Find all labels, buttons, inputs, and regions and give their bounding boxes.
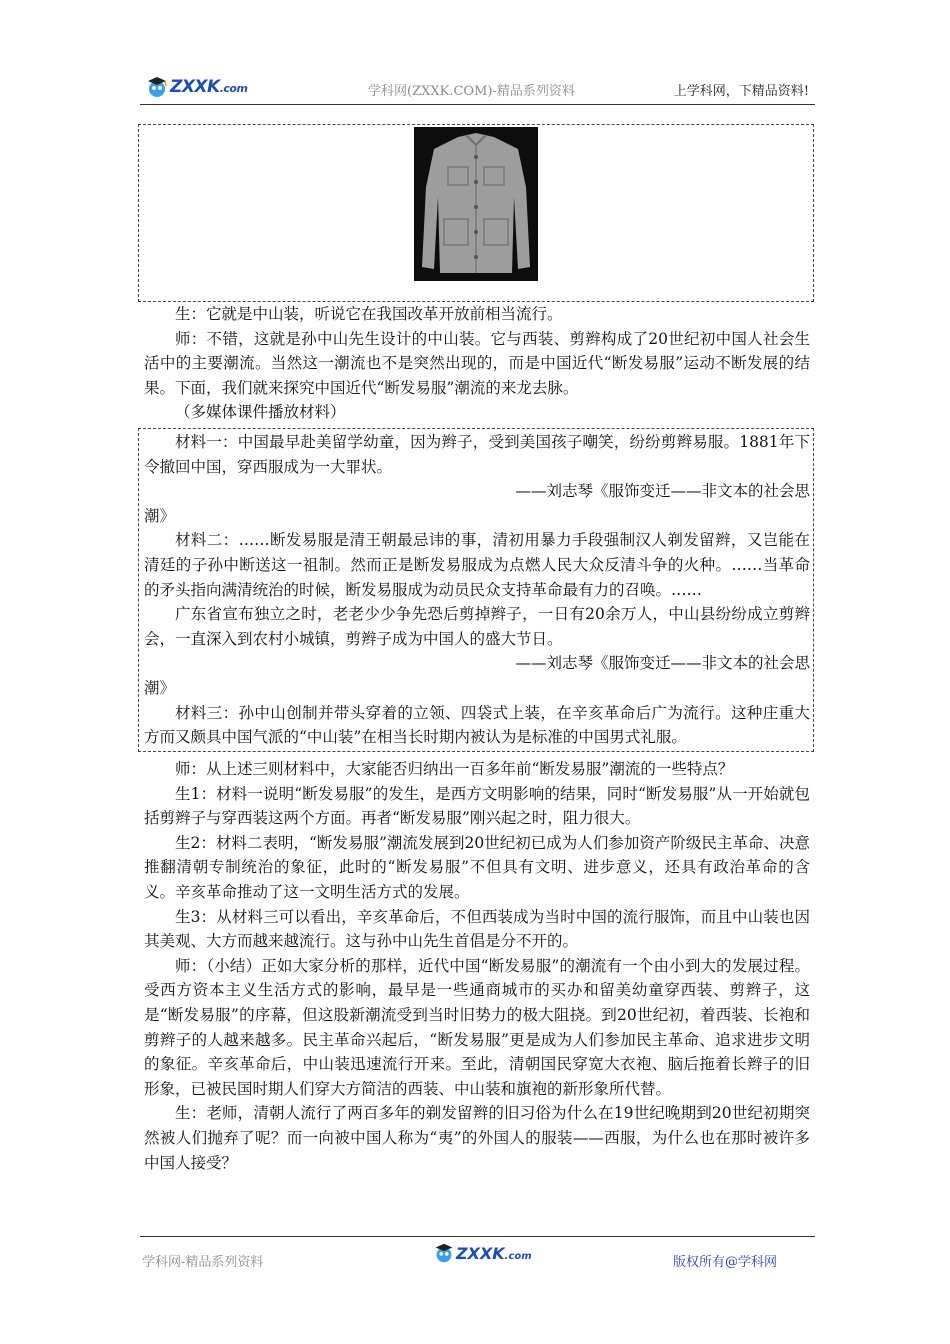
intro-text [144, 302, 810, 425]
material-three: 材料三：孙中山创制并带头穿着的立领、四袋式上装，在辛亥革命后广为流行。这种庄重大方而又颇具中国气派的“中山装”在相当长时期内被认为是标准的中国男式礼服。 [144, 703, 810, 747]
zhongshan-suit-photo [414, 127, 538, 281]
logo-text: ZXXK.com [170, 77, 248, 97]
student-one-answer: 生1：材料一说明“断发易服”的发生，是西方文明影响的结果，同时“断发易服”从一开始就包括剪辫子与穿西装这两个方面。再者“断发易服”刚兴起之时，阻力很大。 [144, 784, 810, 828]
page-footer [140, 1236, 815, 1277]
source-one-line: ——刘志琴《服饰变迁——非文本的社会思 [515, 482, 810, 501]
source-one-end: 潮》 [144, 506, 176, 525]
teacher-summary: 师：（小结）正如大家分析的那样，近代中国“断发易服”的潮流有一个由小到大的发展过程。受西方资本主义生活方式的影响，最早是一些通商城市的买办和留美幼童穿西装、剪辫子，这是“断发易服”的序幕，但这股新潮流受到当时旧势力的极大阻挠。到20世纪初，着西装、长袍和剪辫子的人越来越多。民主革命兴起后，“断发易服”更是成为人们参加民主革命、追求进步文明的象征。辛亥革命后，中山装迅速流行开来。至此，清朝国民穿宽大衣袍、脑后拖着长辫子的旧形象，已被民国时期人们穿大方简洁的西装、中山装和旗袍的新形象所代替。 [144, 956, 810, 1098]
header-slogan: 上学科网，下精品资料! [673, 84, 809, 99]
footer-logo-text: ZXXK.com [456, 1243, 532, 1263]
materials-text [144, 430, 810, 750]
discussion-text [144, 757, 810, 1175]
header-site-title: 学科网(ZXXK.COM)-精品系列资料 [368, 84, 575, 99]
multimedia-note: （多媒体课件播放材料） [175, 403, 346, 422]
student-three-answer: 生3：从材料三可以看出，辛亥革命后，不但西装成为当时中国的流行服饰，而且中山装也因其美观、大方而越来越流行。这与孙中山先生首倡是分不开的。 [144, 907, 810, 951]
zxxk-logo[interactable] [144, 74, 247, 100]
footer-logo[interactable] [432, 1241, 532, 1265]
student-two-answer: 生2：材料二表明，“断发易服”潮流发展到20世纪初已成为人们参加资产阶级民主革命、决意推翻清朝专制统治的象征，此时的“断发易服”不但具有文明、进步意义，还具有政治革命的含义。辛亥革命推动了这一文明生活方式的发展。 [144, 833, 810, 901]
source-two-line: ——刘志琴《服饰变迁——非文本的社会思 [515, 654, 810, 673]
image-frame [138, 124, 814, 302]
footer-mascot-icon [432, 1241, 456, 1265]
student-reply: 生：它就是中山装，听说它在我国改革开放前相当流行。 [175, 305, 563, 323]
material-one: 材料一：中国最早赴美留学幼童，因为辫子，受到美国孩子嘲笑，纷纷剪辫易服。1881年下令撤回中国，穿西服成为一大罪状。 [144, 433, 810, 476]
material-two: 材料二：……断发易服是清王朝最忌讳的事，清初用暴力手段强制汉人剃发留辫，又岂能在清廷的子孙中断送这一祖制。然而正是断发易服成为点燃人民大众反清斗争的火种。……当革命的矛头指向满清统治的时候，断发易服成为动员民众支持革命最有力的召唤。…… [144, 531, 810, 599]
student-question: 生：老师，清朝人流行了两百多年的剃发留辫的旧习俗为什么在19世纪晚期到20世纪初期突然被人们抛弃了呢？而一向被中国人称为“夷”的外国人的服装——西服，为什么也在那时被许多中国人接受？ [144, 1104, 810, 1172]
zhongshan-suit-icon [414, 127, 538, 281]
teacher-explanation: 师：不错，这就是孙中山先生设计的中山装。它与西装、剪辫构成了20世纪初中国人社会生活中的主要潮流。当然这一潮流也不是突然出现的，而是中国近代“断发易服”运动不断发展的结果。下面，我们就来探究中国近代“断发易服”潮流的来龙去脉。 [144, 329, 810, 397]
page-header [140, 72, 815, 105]
source-two-end: 潮》 [144, 678, 176, 697]
mascot-icon [144, 74, 170, 100]
teacher-question: 师：从上述三则材料中，大家能否归纳出一百多年前“断发易服”潮流的一些特点？ [175, 760, 734, 778]
material-two-cont: 广东省宣布独立之时，老老少少争先恐后剪掉辫子，一日有20余万人，中山县纷纷成立剪辫会，一直深入到农村小城镇，剪辫子成为中国人的盛大节日。 [144, 605, 810, 648]
footer-copyright: 版权所有@学科网 [672, 1255, 777, 1270]
footer-site-name: 学科网-精品系列资料 [142, 1255, 264, 1270]
